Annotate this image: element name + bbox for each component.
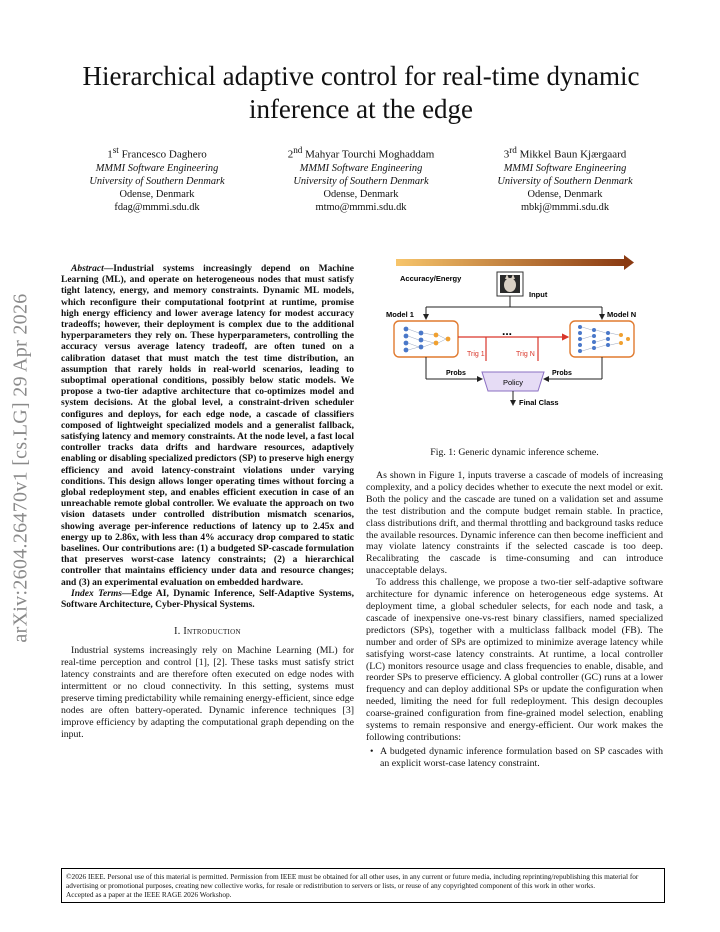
ellipsis-label: ... xyxy=(502,324,513,338)
copyright-notice: ©2026 IEEE. Personal use of this material is permitted. Permission from IEEE must be obtained for all other uses, in any current or future media, including reprinting/republishing this material for advertising or promotional purposes, creating new collective works, for resale or redistribution to servers or lists, or reuse of any copyrighted component of this work in other works. xyxy=(66,872,639,890)
author-ordinal: 2 xyxy=(287,148,294,161)
copyright-footer xyxy=(61,868,665,903)
author-1 xyxy=(62,144,252,214)
section-heading-introduction xyxy=(61,626,354,637)
author-ordinal-sup: nd xyxy=(293,145,303,155)
figure-dynamic-inference xyxy=(366,255,663,455)
author-org: University of Southern Denmark xyxy=(89,175,225,187)
trigger-1-label: Trig 1 xyxy=(467,351,485,358)
author-name: Mikkel Baun Kjærgaard xyxy=(519,148,627,161)
final-class-label: Final Class xyxy=(519,398,559,407)
right-column xyxy=(366,255,663,770)
input-image-cat-icon xyxy=(504,278,516,292)
author-ordinal-sup: st xyxy=(112,145,119,155)
author-name: Mahyar Tourchi Moghaddam xyxy=(305,148,435,161)
author-location: Odense, Denmark xyxy=(323,188,399,200)
author-name: Francesco Daghero xyxy=(121,148,207,161)
input-label: Input xyxy=(529,290,548,299)
section-title: Introduction xyxy=(183,626,241,638)
author-3 xyxy=(470,144,660,214)
accuracy-energy-arrow-bar xyxy=(396,259,626,266)
left-column xyxy=(61,264,354,741)
accuracy-energy-arrow-head xyxy=(624,255,634,270)
arxiv-identifier: arXiv:2604.26470v1 [cs.LG] 29 Apr 2026 xyxy=(9,293,32,643)
author-email: mtmo@mmmi.sdu.dk xyxy=(315,201,407,213)
index-terms-heading: Index Terms xyxy=(71,588,122,599)
author-email: fdag@mmmi.sdu.dk xyxy=(114,201,200,213)
author-email: mbkj@mmmi.sdu.dk xyxy=(520,201,610,213)
author-ordinal: 3 xyxy=(503,148,510,161)
author-ordinal: 1 xyxy=(107,148,113,161)
arxiv-sidebar xyxy=(4,258,38,678)
acceptance-notice: Accepted as a paper at the IEEE RAGE 2026 Workshop. xyxy=(66,890,232,899)
right-paragraph-2: To address this challenge, we propose a two-tier self-adaptive software architecture for dynamic inference on heterogeneous edge systems. At deployment time, a global scheduler selects, for each node and task, a cascade of inexpensive one-vs-rest binary classifiers, named specialized predictors (SPs), together with a multiclass fallback model (FB). The number and order of SPs are optimized to minimize average latency while satisfying worst-case latency constraints. At runtime, a local controller (LC) monitors resource usage and class frequencies to enable, disable, and reorder SPs to preserve efficiency. A global controller (GC) runs at a lower frequency and can deploy additional SPs or update the configuration when needed, limiting the need for full redeployment. This design decouples coarse-grained configuration from fine-grained model selection, enabling systems to remain responsive and energy-efficient. Our work makes the following contributions: xyxy=(366,577,663,743)
section-number: I. xyxy=(174,626,181,638)
probs-left-label: Probs xyxy=(446,370,466,377)
accuracy-energy-label: Accuracy/Energy xyxy=(400,274,462,283)
figure-caption: Fig. 1: Generic dynamic inference scheme. xyxy=(430,447,599,458)
author-block xyxy=(62,144,660,214)
author-ordinal-sup: rd xyxy=(509,145,517,155)
author-dept: MMMI Software Engineering xyxy=(95,162,219,174)
policy-label: Policy xyxy=(502,378,524,387)
right-paragraph-1: As shown in Figure 1, inputs traverse a cascade of models of increasing complexity, and a policy decides whether to execute the next model or exit. Both the policy and the cascade are tuned on a validation set and assume the test distribution and the compute budget remain stable. In practice, class distributions drift, and thermal throttling and background tasks reduce the available resources. Dynamic inference can then become inefficient and may violate latency constraints if the selected cascade is too deep. Recalibrating the cascade is time-consuming and can introduce unacceptable delays. xyxy=(366,470,663,577)
index-terms xyxy=(61,589,354,611)
author-2 xyxy=(266,144,456,214)
abstract xyxy=(61,264,354,589)
trigger-n-label: Trig N xyxy=(516,351,535,358)
probs-right-label: Probs xyxy=(552,370,572,377)
abstract-heading: Abstract xyxy=(71,264,104,274)
intro-paragraph-1: Industrial systems increasingly rely on Machine Learning (ML) for real-time perception and control [1], [2]. These tasks must satisfy strict latency constraints and are therefore often executed on edge nodes with intermittent or no cloud connectivity. In this setting, systems must preserve timing predictability while remaining energy-efficient, since edge nodes are often battery-operated. Dynamic inference techniques [3] improve efficiency by adapting the computational graph depending on the input. xyxy=(61,645,354,740)
author-dept: MMMI Software Engineering xyxy=(503,162,627,174)
paper-title: Hierarchical adaptive control for real-time dynamic inference at the edge xyxy=(82,61,640,124)
dynamic-inference-diagram xyxy=(366,255,663,455)
author-location: Odense, Denmark xyxy=(527,188,603,200)
model-1-label: Model 1 xyxy=(386,310,414,319)
author-org: University of Southern Denmark xyxy=(293,175,429,187)
model-n-label: Model N xyxy=(607,310,637,319)
author-location: Odense, Denmark xyxy=(119,188,195,200)
author-org: University of Southern Denmark xyxy=(497,175,633,187)
index-terms-text: —Edge AI, Dynamic Inference, Self-Adaptive Systems, Software Architecture, Cyber-Physical Systems. xyxy=(61,588,354,611)
contribution-item: • A budgeted dynamic inference formulation based on SP cascades with an explicit worst-case latency constraint. xyxy=(380,746,663,770)
abstract-text: —Industrial systems increasingly depend on Machine Learning (ML), and operate on heterogeneous nodes that must satisfy tight latency, energy, and memory constraints. Dynamic ML models, which reconfigure their computational footprint at runtime, promise high energy efficiency and lower average latency for modest accuracy tradeoffs; however, their deployment is complex due to the additional hyperparameters they rely on. These hyperparameters, controlling the accuracy versus average latency tradeoff, are often tuned on a calibration dataset that must match the test time distribution, an assumption that rarely holds in real-world scenarios, leading to suboptimal operational conditions, possibly below static models. We propose a two-tier adaptive architecture that co-optimizes model and system decisions. At the global level, a constraint-driven scheduler configures and deploys, for each edge node, a cascade of classifiers composed of lightweight specialized models and a generalist fallback, satisfying latency and memory constraints. At the node level, a fast local controller tracks data drifts and hardware resources, adaptively enabling or disabling specialized predictors (SP) to preserve high energy efficiency and avoid latency-constraint violations under varying conditions. This design allows longer operating times without forcing a global redeployment step, and enables efficient execution in case of an unreachable remote global controller. We evaluate the approach on two vision datasets under controlled distribution mismatch scenarios, showing average per-inference reductions of latency up to 2.45x and energy up to 2.86x, with less than 4% accuracy drop compared to static baselines. Our contributions are: (1) a budgeted SP-cascade formulation that preserves worst-case latency constraints; (2) a hierarchical controller that maintains efficiency under data and resource changes; and (3) an experimental evaluation on embedded hardware. xyxy=(61,264,354,588)
contributions-list xyxy=(366,746,663,770)
author-dept: MMMI Software Engineering xyxy=(299,162,423,174)
